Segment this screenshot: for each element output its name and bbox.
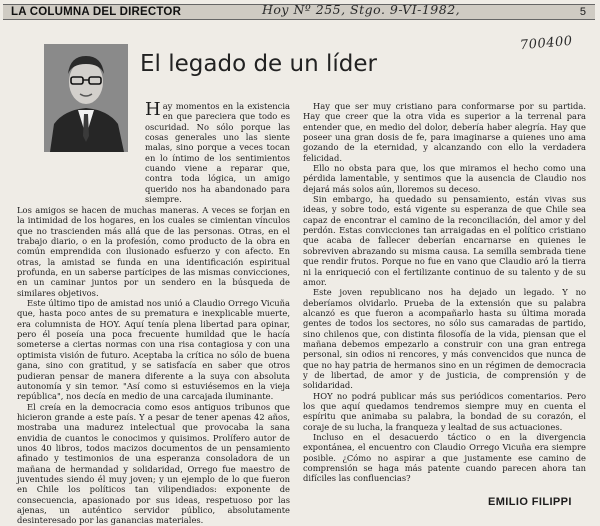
body-paragraph: El creía en la democracia como esos antiguos tribunos que hicieron grande a este país. Y a pesar de tener apenas 42 años, mostraba una madurez intelectual que provocaba la sana envidia de cuantos le conocimos y quisimos. Prolífero autor de unos 40 libros, todos macizos documentos de un pensamiento afinado y testimonios de una esperanza consoladora de un mañana de hermandad y solidaridad, Orrego fue maestro de juventudes siendo él muy joven; y un ejemplo de lo que fueron en Chile los políticos tan vilipendiados: exponente de consecuencia, apasionado por sus ideas, respetuoso por las ajenas, un auténtico servidor público, absolutamente desinteresado por las ganancias materiales. xyxy=(17,401,290,526)
body-paragraph: Este joven republicano nos ha dejado un legado. Y no deberíamos olvidarlo. Prueba de la extensión que su palabra alcanzó es que fueron a acompañarlo hasta su última morada gentes de todos los sectores, no sólo sus camaradas de partido, sino chilenos que, con distinta filosofía de la vida, piensan que el mañana debemos empezarlo a construir con una gran entrega personal, sin odios ni rencores, y más convencidos que nunca de que no hay patria de hermanos sino en un régimen de democracia y de libertad, de amor y de justicia, de comprensión y de solidaridad. xyxy=(303,287,586,391)
portrait-illustration xyxy=(44,44,128,152)
article-headline: El legado de un líder xyxy=(140,51,377,77)
body-paragraph: HOY no podrá publicar más sus periódicos comentarios. Pero los que aquí quedamos tendremos siempre muy en cuenta el espíritu que animaba su palabra, la bondad de su corazón, el coraje de su lucha, la franqueza y lealtad de sus actuaciones. xyxy=(303,390,586,432)
body-paragraph: Hay que ser muy cristiano para conformarse por su partida. Hay que creer que la otra vida es superior a la terrenal para entender que, en medio del dolor, debería haber alegría. Hay que poseer una gran dosis de fe, para imaginarse a quienes uno ama gozando de la eternidad, y alcanzando con ello la verdadera felicidad. xyxy=(303,101,586,163)
handwritten-code: 700400 xyxy=(519,33,574,54)
body-paragraph: Ello no obsta para que, los que miramos el hecho como una pérdida lamentable, y sentimos que la ausencia de Claudio nos dejará más solos aún, lloremos su deceso. xyxy=(303,163,586,194)
drop-cap: H xyxy=(145,99,161,120)
section-title: LA COLUMNA DEL DIRECTOR xyxy=(11,6,182,18)
body-paragraph: Sin embargo, ha quedado su pensamiento, están vivas sus ideas, y sobre todo, está vigente su esperanza de que Chile sea capaz de encontrar el camino de la reconciliación, del amor y del perdón. Estas convicciones tan arraigadas en el político cristiano que acaba de fallecer deberían encarnarse en quienes le sobreviven abrazando su misma causa. La semilla sembrada tiene que rendir frutos. Porque no fue en vano que Claudio aró la tierra ni la enriqueció con el fertilizante continuo de su talento y de su amor. xyxy=(303,194,586,287)
handwritten-date: Hoy Nº 255, Stgo. 9-VI-1982, xyxy=(262,2,461,17)
author-byline: EMILIO FILIPPI xyxy=(488,496,572,508)
intro-column xyxy=(145,101,290,204)
right-text-column xyxy=(303,101,586,484)
page-number: 5 xyxy=(579,6,586,18)
body-paragraph: Los amigos se hacen de muchas maneras. A veces se forjan en la intimidad de los hogares, en los cuales se cimientan vínculos que no trascienden más allá que de las personas. Otras, en el trabajo diario, o en la profesión, como producto de la obra en común emprendida con ilusionado esfuerzo y con afecto. En otras, la amistad se funda en una identificación espiritual profunda, en un saberse partícipes de las mismas convicciones, en un caminar juntos por un sendero en la búsqueda de similares objetivos. xyxy=(17,205,290,298)
left-text-column xyxy=(17,205,290,526)
intro-paragraph: ay momentos en la existencia en que pareciera que todo es oscuridad. No sólo porque las cosas generales uno las siente malas, sino porque a veces tocan en lo íntimo de los sentimientos cuando viene a reparar que, contra toda lógica, un amigo querido nos ha abandonado para siempre. xyxy=(145,101,290,205)
body-paragraph: Este último tipo de amistad nos unió a Claudio Orrego Vicuña que, hasta poco antes de su prematura e inexplicable muerte, era columnista de HOY. Aquí tenía plena libertad para opinar, pero él poseía una poca frecuente humildad que le hacía someterse a ciertas normas con una risa contagiosa y con una optimista visión de futuro. Aceptaba la crítica no sólo de buena gana, sino con gratitud, y se satisfacía en saber que otros pudieran pensar de manera diferente a la suya con absoluta autonomía y sin temor. "Así como si estuviésemos en la vieja república", nos decía en medio de una carcajada iluminante. xyxy=(17,298,290,402)
author-portrait-photo xyxy=(44,44,128,152)
body-paragraph: Incluso en el desacuerdo táctico o en la divergencia expontánea, el encuentro con Claudio Orrego Vicuña era siempre posible. ¿Cómo no aspirar a que justamente ese camino de comprensión se haga más patente cuando parecen ahora tan difíciles las confluencias? xyxy=(303,432,586,484)
